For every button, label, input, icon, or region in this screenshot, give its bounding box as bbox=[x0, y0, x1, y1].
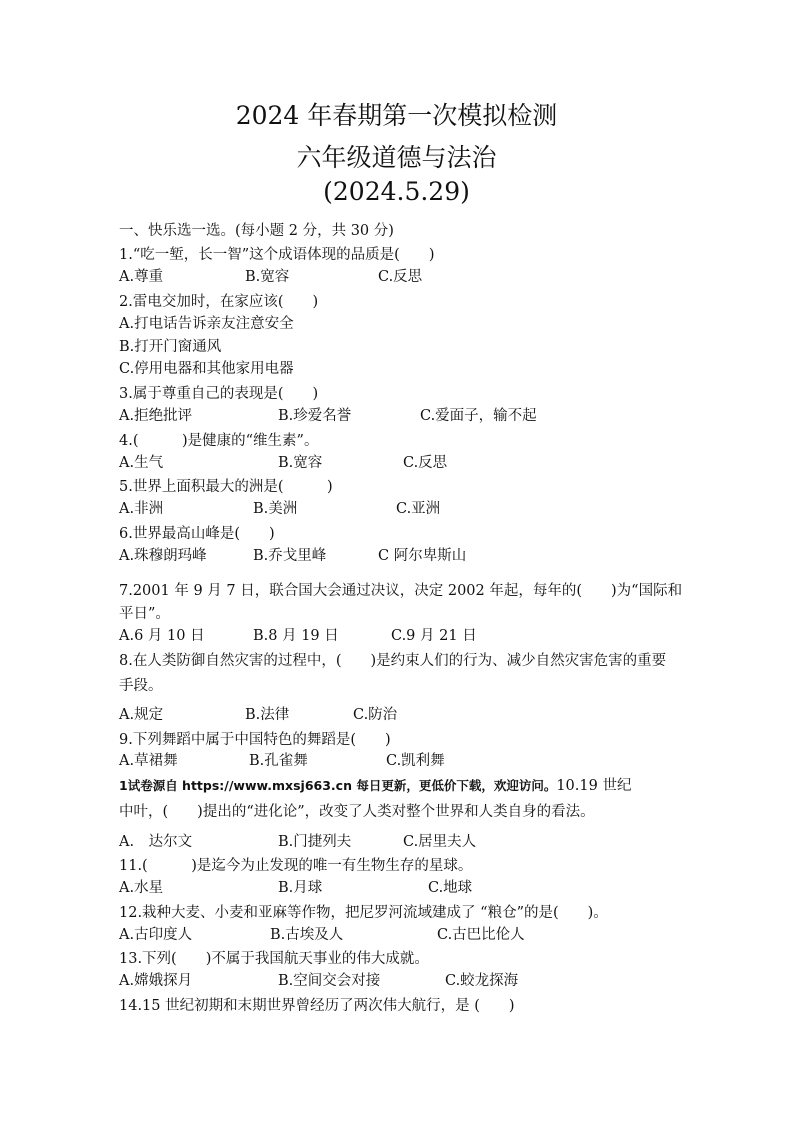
q1-option-b: B.宽容 bbox=[245, 269, 290, 285]
q12-option-a: A.古印度人 bbox=[119, 927, 193, 943]
question-10-cont: 中叶，( )提出的“进化论”，改变了人类对整个世界和人类自身的看法。 bbox=[119, 804, 595, 820]
question-10-start: 10.19 世纪 bbox=[556, 778, 632, 794]
q9-option-c: C.凯利舞 bbox=[386, 753, 445, 769]
q4-option-b: B.宽容 bbox=[278, 455, 323, 471]
q7-option-a: A.6 月 10 日 bbox=[119, 628, 205, 644]
watermark-text: 1试卷源自 https://www.mxsj663.cn 每日更新，更低价下载，欢迎访问。 bbox=[119, 778, 557, 793]
exam-date: (2024.5.29) bbox=[323, 177, 470, 206]
q2-option-a: A.打电话告诉亲友注意安全 bbox=[119, 316, 294, 332]
q13-option-b: B.空间交会对接 bbox=[278, 973, 381, 989]
q3-option-a: A.拒绝批评 bbox=[119, 408, 193, 424]
question-3: 3.属于尊重自己的表现是( ) bbox=[119, 386, 319, 402]
question-11: 11.( )是迄今为止发现的唯一有生物生存的星球。 bbox=[119, 858, 473, 874]
q8-option-a: A.规定 bbox=[119, 707, 164, 723]
question-1: 1.“吃一堑，长一智”这个成语体现的品质是( ) bbox=[119, 247, 435, 263]
q6-option-c: C 阿尔卑斯山 bbox=[378, 548, 467, 564]
q7-option-c: C.9 月 21 日 bbox=[391, 628, 477, 644]
question-10 bbox=[119, 777, 631, 795]
q1-option-c: C.反思 bbox=[378, 269, 423, 285]
question-13: 13.下列( )不属于我国航天事业的伟大成就。 bbox=[119, 951, 429, 967]
q8-option-c: C.防治 bbox=[353, 707, 398, 723]
q12-option-b: B.古埃及人 bbox=[270, 927, 344, 943]
q9-option-b: B.孔雀舞 bbox=[249, 753, 308, 769]
q6-option-a: A.珠穆朗玛峰 bbox=[119, 548, 207, 564]
q5-option-a: A.非洲 bbox=[119, 501, 164, 517]
question-7-cont: 平日”。 bbox=[119, 606, 170, 622]
q6-option-b: B.乔戈里峰 bbox=[253, 548, 327, 564]
q9-option-a: A.草裙舞 bbox=[119, 753, 178, 769]
question-2: 2.雷电交加时，在家应该( ) bbox=[119, 294, 319, 310]
question-6: 6.世界最高山峰是( ) bbox=[119, 526, 275, 542]
q7-option-b: B.8 月 19 日 bbox=[253, 628, 339, 644]
q5-option-b: B.美洲 bbox=[253, 501, 298, 517]
q13-option-c: C.蛟龙探海 bbox=[445, 973, 519, 989]
q10-option-a: A. 达尔文 bbox=[119, 834, 193, 850]
q13-option-a: A.嫦娥探月 bbox=[119, 973, 193, 989]
q5-option-c: C.亚洲 bbox=[396, 501, 441, 517]
question-4: 4.( )是健康的“维生素”。 bbox=[119, 433, 319, 449]
q4-option-a: A.生气 bbox=[119, 455, 164, 471]
q1-option-a: A.尊重 bbox=[119, 269, 164, 285]
question-7: 7.2001 年 9 月 7 日，联合国大会通过决议，决定 2002 年起，每年的( )为“国际和 bbox=[119, 583, 683, 599]
q2-option-c: C.停用电器和其他家用电器 bbox=[119, 361, 294, 377]
question-9: 9.下列舞蹈中属于中国特色的舞蹈是( ) bbox=[119, 732, 391, 748]
q11-option-b: B.月球 bbox=[278, 880, 323, 896]
q12-option-c: C.古巴比伦人 bbox=[437, 927, 525, 943]
question-8: 8.在人类防御自然灾害的过程中，( )是约束人们的行为、减少自然灾害危害的重要 bbox=[119, 653, 667, 669]
q10-option-c: C.居里夫人 bbox=[403, 834, 477, 850]
exam-subtitle: 六年级道德与法治 bbox=[296, 143, 497, 172]
question-5: 5.世界上面积最大的洲是( ) bbox=[119, 479, 333, 495]
exam-title: 2024 年春期第一次模拟检测 bbox=[235, 101, 558, 130]
q11-option-c: C.地球 bbox=[428, 880, 473, 896]
q4-option-c: C.反思 bbox=[403, 455, 448, 471]
q3-option-c: C.爱面子，输不起 bbox=[420, 408, 537, 424]
q10-option-b: B.门捷列夫 bbox=[278, 834, 352, 850]
question-8-cont: 手段。 bbox=[119, 678, 163, 694]
q11-option-a: A.水星 bbox=[119, 880, 164, 896]
question-14: 14.15 世纪初期和末期世界曾经历了两次伟大航行，是 ( ) bbox=[119, 998, 515, 1014]
q2-option-b: B.打开门窗通风 bbox=[119, 339, 222, 355]
section-heading: 一、快乐选一选。(每小题 2 分，共 30 分) bbox=[119, 223, 394, 239]
question-12: 12.栽种大麦、小麦和亚麻等作物，把尼罗河流域建成了 “粮仓”的是( )。 bbox=[119, 905, 608, 921]
q8-option-b: B.法律 bbox=[245, 707, 290, 723]
q3-option-b: B.珍爱名誉 bbox=[278, 408, 352, 424]
